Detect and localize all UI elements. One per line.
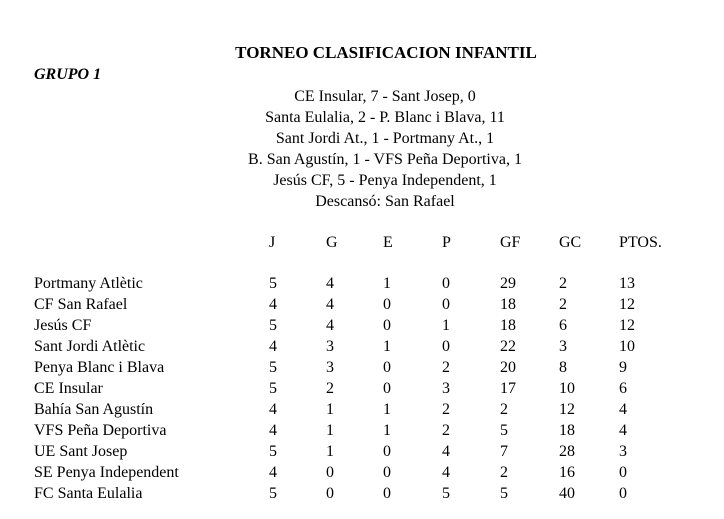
spacer-row bbox=[34, 253, 679, 273]
cell-won: 0 bbox=[326, 485, 334, 502]
cell-points: 4 bbox=[619, 422, 627, 439]
cell-points: 13 bbox=[619, 275, 635, 292]
cell-goals-for: 5 bbox=[500, 485, 508, 502]
cell-played: 5 bbox=[269, 485, 277, 502]
standings-table bbox=[34, 232, 679, 504]
cell-won: 1 bbox=[326, 443, 334, 460]
cell-points: 12 bbox=[619, 296, 635, 313]
cell-lost: 2 bbox=[442, 422, 450, 439]
table-row bbox=[34, 378, 679, 399]
cell-won: 4 bbox=[326, 275, 334, 292]
cell-won: 3 bbox=[326, 359, 334, 376]
cell-drawn: 1 bbox=[383, 401, 391, 418]
cell-played: 5 bbox=[269, 275, 277, 292]
table-row bbox=[34, 483, 679, 504]
cell-team-name: Jesús CF bbox=[34, 317, 92, 334]
cell-goals-against: 3 bbox=[559, 338, 567, 355]
cell-drawn: 0 bbox=[383, 464, 391, 481]
cell-goals-against: 40 bbox=[559, 485, 575, 502]
table-row bbox=[34, 336, 679, 357]
cell-won: 1 bbox=[326, 422, 334, 439]
cell-won: 4 bbox=[326, 317, 334, 334]
cell-played: 4 bbox=[269, 401, 277, 418]
table-row bbox=[34, 273, 679, 294]
column-header-goals-against: GC bbox=[559, 234, 582, 251]
group-label: GRUPO 1 bbox=[34, 66, 102, 83]
cell-team-name: UE Sant Josep bbox=[34, 443, 128, 460]
cell-goals-for: 2 bbox=[500, 464, 508, 481]
cell-goals-for: 22 bbox=[500, 338, 516, 355]
cell-team-name: Sant Jordi Atlètic bbox=[34, 338, 146, 355]
cell-points: 4 bbox=[619, 401, 627, 418]
cell-goals-against: 16 bbox=[559, 464, 575, 481]
cell-drawn: 0 bbox=[383, 359, 391, 376]
cell-won: 4 bbox=[326, 296, 334, 313]
cell-points: 6 bbox=[619, 380, 627, 397]
cell-points: 0 bbox=[619, 485, 627, 502]
cell-goals-for: 5 bbox=[500, 422, 508, 439]
cell-team-name: VFS Peña Deportiva bbox=[34, 422, 167, 439]
cell-lost: 2 bbox=[442, 401, 450, 418]
cell-goals-against: 2 bbox=[559, 275, 567, 292]
cell-lost: 3 bbox=[442, 380, 450, 397]
cell-team-name: CE Insular bbox=[34, 380, 103, 397]
match-result: Jesús CF, 5 - Penya Independent, 1 bbox=[273, 172, 497, 189]
cell-played: 5 bbox=[269, 359, 277, 376]
cell-points: 3 bbox=[619, 443, 627, 460]
cell-drawn: 1 bbox=[383, 275, 391, 292]
cell-team-name: CF San Rafael bbox=[34, 296, 128, 313]
cell-points: 10 bbox=[619, 338, 635, 355]
cell-goals-against: 12 bbox=[559, 401, 575, 418]
cell-team-name: SE Penya Independent bbox=[34, 464, 179, 481]
match-results bbox=[0, 86, 724, 212]
cell-lost: 0 bbox=[442, 296, 450, 313]
cell-lost: 5 bbox=[442, 485, 450, 502]
cell-drawn: 0 bbox=[383, 296, 391, 313]
cell-team-name: Penya Blanc i Blava bbox=[34, 359, 165, 376]
match-result: Sant Jordi At., 1 - Portmany At., 1 bbox=[275, 130, 495, 147]
cell-won: 1 bbox=[326, 401, 334, 418]
match-result: B. San Agustín, 1 - VFS Peña Deportiva, 1 bbox=[248, 151, 522, 168]
cell-played: 5 bbox=[269, 443, 277, 460]
cell-lost: 4 bbox=[442, 464, 450, 481]
cell-goals-for: 18 bbox=[500, 317, 516, 334]
cell-goals-against: 10 bbox=[559, 380, 575, 397]
cell-goals-for: 2 bbox=[500, 401, 508, 418]
column-header-lost: P bbox=[442, 234, 451, 251]
column-header-points: PTOS. bbox=[619, 234, 662, 251]
cell-won: 0 bbox=[326, 464, 334, 481]
cell-won: 3 bbox=[326, 338, 334, 355]
match-result: Santa Eulalia, 2 - P. Blanc i Blava, 11 bbox=[265, 109, 505, 126]
match-result: CE Insular, 7 - Sant Josep, 0 bbox=[294, 88, 476, 105]
cell-goals-against: 8 bbox=[559, 359, 567, 376]
cell-points: 12 bbox=[619, 317, 635, 334]
cell-goals-for: 17 bbox=[500, 380, 516, 397]
cell-team-name: FC Santa Eulalia bbox=[34, 485, 143, 502]
cell-lost: 4 bbox=[442, 443, 450, 460]
cell-goals-against: 2 bbox=[559, 296, 567, 313]
cell-drawn: 1 bbox=[383, 422, 391, 439]
cell-drawn: 0 bbox=[383, 380, 391, 397]
cell-lost: 1 bbox=[442, 317, 450, 334]
page-title: TORNEO CLASIFICACION INFANTIL bbox=[235, 43, 537, 62]
cell-drawn: 0 bbox=[383, 443, 391, 460]
cell-played: 4 bbox=[269, 464, 277, 481]
table-row bbox=[34, 315, 679, 336]
cell-drawn: 0 bbox=[383, 317, 391, 334]
cell-lost: 0 bbox=[442, 338, 450, 355]
column-header-team bbox=[34, 232, 269, 253]
table-row bbox=[34, 441, 679, 462]
column-header-goals-for: GF bbox=[500, 234, 521, 251]
cell-won: 2 bbox=[326, 380, 334, 397]
table-row bbox=[34, 357, 679, 378]
cell-goals-for: 7 bbox=[500, 443, 508, 460]
rest-team: Descansó: San Rafael bbox=[315, 193, 455, 210]
cell-goals-for: 29 bbox=[500, 275, 516, 292]
cell-played: 5 bbox=[269, 380, 277, 397]
cell-points: 9 bbox=[619, 359, 627, 376]
cell-team-name: Bahía San Agustín bbox=[34, 401, 154, 418]
standings-header-row bbox=[34, 232, 679, 253]
cell-goals-for: 20 bbox=[500, 359, 516, 376]
cell-drawn: 1 bbox=[383, 338, 391, 355]
cell-lost: 0 bbox=[442, 275, 450, 292]
cell-played: 4 bbox=[269, 296, 277, 313]
column-header-drawn: E bbox=[383, 234, 393, 251]
cell-team-name: Portmany Atlètic bbox=[34, 275, 143, 292]
column-header-won: G bbox=[326, 234, 338, 251]
table-row bbox=[34, 294, 679, 315]
cell-lost: 2 bbox=[442, 359, 450, 376]
cell-played: 4 bbox=[269, 338, 277, 355]
cell-points: 0 bbox=[619, 464, 627, 481]
table-row bbox=[34, 462, 679, 483]
cell-goals-against: 28 bbox=[559, 443, 575, 460]
cell-goals-for: 18 bbox=[500, 296, 516, 313]
cell-played: 4 bbox=[269, 422, 277, 439]
cell-goals-against: 6 bbox=[559, 317, 567, 334]
table-row bbox=[34, 399, 679, 420]
column-header-played: J bbox=[269, 234, 276, 251]
cell-played: 5 bbox=[269, 317, 277, 334]
cell-drawn: 0 bbox=[383, 485, 391, 502]
cell-goals-against: 18 bbox=[559, 422, 575, 439]
table-row bbox=[34, 420, 679, 441]
